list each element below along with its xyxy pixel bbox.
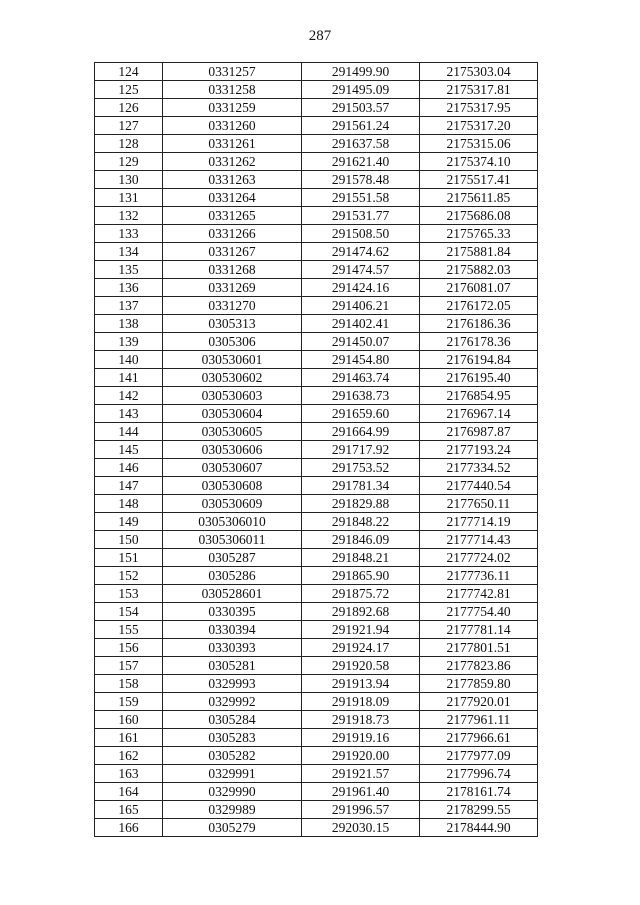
point-number-cell: 163: [95, 765, 163, 783]
point-id-cell: 030530609: [163, 495, 302, 513]
point-id-cell: 030530601: [163, 351, 302, 369]
x-coordinate-cell: 291919.16: [302, 729, 420, 747]
point-id-cell: 0305284: [163, 711, 302, 729]
point-id-cell: 0305313: [163, 315, 302, 333]
point-number-cell: 138: [95, 315, 163, 333]
point-number-cell: 157: [95, 657, 163, 675]
table-row: [95, 693, 538, 711]
point-id-cell: 0331268: [163, 261, 302, 279]
point-number-cell: 140: [95, 351, 163, 369]
x-coordinate-cell: 291848.22: [302, 513, 420, 531]
point-id-cell: 030528601: [163, 585, 302, 603]
x-coordinate-cell: 291503.57: [302, 99, 420, 117]
x-coordinate-cell: 291454.80: [302, 351, 420, 369]
x-coordinate-cell: 291424.16: [302, 279, 420, 297]
point-id-cell: 030530607: [163, 459, 302, 477]
table-row: [95, 243, 538, 261]
table-row: [95, 819, 538, 837]
x-coordinate-cell: 291753.52: [302, 459, 420, 477]
table-row: [95, 405, 538, 423]
x-coordinate-cell: 291892.68: [302, 603, 420, 621]
table-row: [95, 351, 538, 369]
x-coordinate-cell: 291846.09: [302, 531, 420, 549]
point-number-cell: 126: [95, 99, 163, 117]
point-number-cell: 134: [95, 243, 163, 261]
point-id-cell: 0329991: [163, 765, 302, 783]
table-row: [95, 639, 538, 657]
table-row: [95, 585, 538, 603]
point-number-cell: 146: [95, 459, 163, 477]
point-number-cell: 135: [95, 261, 163, 279]
point-id-cell: 0331264: [163, 189, 302, 207]
point-id-cell: 0305306: [163, 333, 302, 351]
point-id-cell: 0331258: [163, 81, 302, 99]
table-row: [95, 729, 538, 747]
x-coordinate-cell: 291531.77: [302, 207, 420, 225]
x-coordinate-cell: 291996.57: [302, 801, 420, 819]
y-coordinate-cell: 2176172.05: [420, 297, 538, 315]
point-id-cell: 0305306011: [163, 531, 302, 549]
point-id-cell: 0331270: [163, 297, 302, 315]
point-number-cell: 144: [95, 423, 163, 441]
point-number-cell: 162: [95, 747, 163, 765]
x-coordinate-cell: 291920.58: [302, 657, 420, 675]
table-row: [95, 513, 538, 531]
point-number-cell: 160: [95, 711, 163, 729]
point-id-cell: 0331257: [163, 63, 302, 81]
y-coordinate-cell: 2178299.55: [420, 801, 538, 819]
x-coordinate-cell: 291865.90: [302, 567, 420, 585]
point-number-cell: 133: [95, 225, 163, 243]
y-coordinate-cell: 2175374.10: [420, 153, 538, 171]
x-coordinate-cell: 291913.94: [302, 675, 420, 693]
point-number-cell: 145: [95, 441, 163, 459]
point-number-cell: 153: [95, 585, 163, 603]
point-id-cell: 0329992: [163, 693, 302, 711]
x-coordinate-cell: 291961.40: [302, 783, 420, 801]
y-coordinate-cell: 2176194.84: [420, 351, 538, 369]
table-row: [95, 603, 538, 621]
table-row: [95, 675, 538, 693]
point-number-cell: 139: [95, 333, 163, 351]
x-coordinate-cell: 291551.58: [302, 189, 420, 207]
point-number-cell: 132: [95, 207, 163, 225]
y-coordinate-cell: 2175882.03: [420, 261, 538, 279]
point-id-cell: 0331269: [163, 279, 302, 297]
point-number-cell: 129: [95, 153, 163, 171]
point-number-cell: 147: [95, 477, 163, 495]
y-coordinate-cell: 2177724.02: [420, 549, 538, 567]
y-coordinate-cell: 2176195.40: [420, 369, 538, 387]
point-id-cell: 0305287: [163, 549, 302, 567]
y-coordinate-cell: 2177714.43: [420, 531, 538, 549]
point-number-cell: 137: [95, 297, 163, 315]
x-coordinate-cell: 291474.62: [302, 243, 420, 261]
point-number-cell: 143: [95, 405, 163, 423]
table-row: [95, 225, 538, 243]
x-coordinate-cell: 291875.72: [302, 585, 420, 603]
x-coordinate-cell: 291664.99: [302, 423, 420, 441]
y-coordinate-cell: 2175517.41: [420, 171, 538, 189]
point-number-cell: 142: [95, 387, 163, 405]
point-id-cell: 0329993: [163, 675, 302, 693]
point-number-cell: 166: [95, 819, 163, 837]
point-id-cell: 0305286: [163, 567, 302, 585]
point-number-cell: 154: [95, 603, 163, 621]
y-coordinate-cell: 2177440.54: [420, 477, 538, 495]
y-coordinate-cell: 2177193.24: [420, 441, 538, 459]
table-row: [95, 495, 538, 513]
table-row: [95, 261, 538, 279]
table-row: [95, 801, 538, 819]
x-coordinate-cell: 291621.40: [302, 153, 420, 171]
x-coordinate-cell: 291924.17: [302, 639, 420, 657]
point-number-cell: 128: [95, 135, 163, 153]
y-coordinate-cell: 2177920.01: [420, 693, 538, 711]
x-coordinate-cell: 291659.60: [302, 405, 420, 423]
y-coordinate-cell: 2177742.81: [420, 585, 538, 603]
point-number-cell: 130: [95, 171, 163, 189]
point-number-cell: 159: [95, 693, 163, 711]
y-coordinate-cell: 2177754.40: [420, 603, 538, 621]
table-row: [95, 531, 538, 549]
point-number-cell: 124: [95, 63, 163, 81]
point-id-cell: 0331259: [163, 99, 302, 117]
table-row: [95, 423, 538, 441]
x-coordinate-cell: 291848.21: [302, 549, 420, 567]
x-coordinate-cell: 291921.57: [302, 765, 420, 783]
table-row: [95, 207, 538, 225]
point-id-cell: 030530603: [163, 387, 302, 405]
x-coordinate-cell: 291561.24: [302, 117, 420, 135]
y-coordinate-cell: 2175765.33: [420, 225, 538, 243]
x-coordinate-cell: 291406.21: [302, 297, 420, 315]
point-id-cell: 0331262: [163, 153, 302, 171]
point-number-cell: 164: [95, 783, 163, 801]
y-coordinate-cell: 2177977.09: [420, 747, 538, 765]
y-coordinate-cell: 2177961.11: [420, 711, 538, 729]
y-coordinate-cell: 2176967.14: [420, 405, 538, 423]
x-coordinate-cell: 291463.74: [302, 369, 420, 387]
y-coordinate-cell: 2175611.85: [420, 189, 538, 207]
point-number-cell: 161: [95, 729, 163, 747]
point-number-cell: 148: [95, 495, 163, 513]
y-coordinate-cell: 2178161.74: [420, 783, 538, 801]
table-row: [95, 117, 538, 135]
coordinates-table: [94, 62, 538, 837]
y-coordinate-cell: 2175303.04: [420, 63, 538, 81]
point-number-cell: 136: [95, 279, 163, 297]
table-row: [95, 333, 538, 351]
table-row: [95, 135, 538, 153]
table-row: [95, 621, 538, 639]
table-row: [95, 747, 538, 765]
table-row: [95, 297, 538, 315]
table-row: [95, 153, 538, 171]
x-coordinate-cell: 291829.88: [302, 495, 420, 513]
x-coordinate-cell: 291918.09: [302, 693, 420, 711]
point-id-cell: 0331265: [163, 207, 302, 225]
point-id-cell: 0305306010: [163, 513, 302, 531]
point-id-cell: 0330393: [163, 639, 302, 657]
point-id-cell: 030530605: [163, 423, 302, 441]
x-coordinate-cell: 291717.92: [302, 441, 420, 459]
point-number-cell: 156: [95, 639, 163, 657]
point-number-cell: 152: [95, 567, 163, 585]
point-number-cell: 158: [95, 675, 163, 693]
table-row: [95, 477, 538, 495]
y-coordinate-cell: 2175317.81: [420, 81, 538, 99]
point-id-cell: 0305283: [163, 729, 302, 747]
y-coordinate-cell: 2177334.52: [420, 459, 538, 477]
y-coordinate-cell: 2177996.74: [420, 765, 538, 783]
y-coordinate-cell: 2175317.95: [420, 99, 538, 117]
point-id-cell: 0331267: [163, 243, 302, 261]
y-coordinate-cell: 2176081.07: [420, 279, 538, 297]
table-row: [95, 189, 538, 207]
x-coordinate-cell: 291450.07: [302, 333, 420, 351]
point-id-cell: 030530608: [163, 477, 302, 495]
point-id-cell: 0329990: [163, 783, 302, 801]
table-body: [95, 63, 538, 837]
x-coordinate-cell: 291920.00: [302, 747, 420, 765]
x-coordinate-cell: 291474.57: [302, 261, 420, 279]
x-coordinate-cell: 292030.15: [302, 819, 420, 837]
point-id-cell: 0331266: [163, 225, 302, 243]
point-id-cell: 0305281: [163, 657, 302, 675]
y-coordinate-cell: 2176987.87: [420, 423, 538, 441]
x-coordinate-cell: 291508.50: [302, 225, 420, 243]
y-coordinate-cell: 2177736.11: [420, 567, 538, 585]
point-id-cell: 0331260: [163, 117, 302, 135]
point-id-cell: 0330394: [163, 621, 302, 639]
page-number: 287: [308, 28, 332, 44]
y-coordinate-cell: 2177714.19: [420, 513, 538, 531]
y-coordinate-cell: 2175315.06: [420, 135, 538, 153]
y-coordinate-cell: 2177781.14: [420, 621, 538, 639]
point-id-cell: 0329989: [163, 801, 302, 819]
point-id-cell: 0330395: [163, 603, 302, 621]
table-row: [95, 549, 538, 567]
x-coordinate-cell: 291638.73: [302, 387, 420, 405]
table-row: [95, 783, 538, 801]
table-row: [95, 765, 538, 783]
y-coordinate-cell: 2175881.84: [420, 243, 538, 261]
y-coordinate-cell: 2178444.90: [420, 819, 538, 837]
x-coordinate-cell: 291637.58: [302, 135, 420, 153]
point-number-cell: 155: [95, 621, 163, 639]
point-number-cell: 125: [95, 81, 163, 99]
table-row: [95, 711, 538, 729]
point-number-cell: 149: [95, 513, 163, 531]
point-id-cell: 0331263: [163, 171, 302, 189]
table-row: [95, 441, 538, 459]
x-coordinate-cell: 291402.41: [302, 315, 420, 333]
point-id-cell: 030530602: [163, 369, 302, 387]
y-coordinate-cell: 2177801.51: [420, 639, 538, 657]
table-row: [95, 171, 538, 189]
y-coordinate-cell: 2175686.08: [420, 207, 538, 225]
point-number-cell: 151: [95, 549, 163, 567]
table-row: [95, 657, 538, 675]
table-row: [95, 567, 538, 585]
y-coordinate-cell: 2177859.80: [420, 675, 538, 693]
x-coordinate-cell: 291918.73: [302, 711, 420, 729]
y-coordinate-cell: 2176854.95: [420, 387, 538, 405]
y-coordinate-cell: 2177650.11: [420, 495, 538, 513]
point-id-cell: 0305282: [163, 747, 302, 765]
point-number-cell: 150: [95, 531, 163, 549]
point-number-cell: 131: [95, 189, 163, 207]
point-number-cell: 141: [95, 369, 163, 387]
table-row: [95, 279, 538, 297]
y-coordinate-cell: 2176186.36: [420, 315, 538, 333]
table-row: [95, 63, 538, 81]
x-coordinate-cell: 291578.48: [302, 171, 420, 189]
y-coordinate-cell: 2176178.36: [420, 333, 538, 351]
table-row: [95, 369, 538, 387]
table-row: [95, 81, 538, 99]
x-coordinate-cell: 291781.34: [302, 477, 420, 495]
table-row: [95, 99, 538, 117]
point-id-cell: 0331261: [163, 135, 302, 153]
x-coordinate-cell: 291921.94: [302, 621, 420, 639]
point-id-cell: 030530606: [163, 441, 302, 459]
point-number-cell: 127: [95, 117, 163, 135]
x-coordinate-cell: 291499.90: [302, 63, 420, 81]
y-coordinate-cell: 2177823.86: [420, 657, 538, 675]
x-coordinate-cell: 291495.09: [302, 81, 420, 99]
y-coordinate-cell: 2175317.20: [420, 117, 538, 135]
point-id-cell: 030530604: [163, 405, 302, 423]
point-number-cell: 165: [95, 801, 163, 819]
y-coordinate-cell: 2177966.61: [420, 729, 538, 747]
point-id-cell: 0305279: [163, 819, 302, 837]
table-row: [95, 387, 538, 405]
table-row: [95, 459, 538, 477]
table-row: [95, 315, 538, 333]
